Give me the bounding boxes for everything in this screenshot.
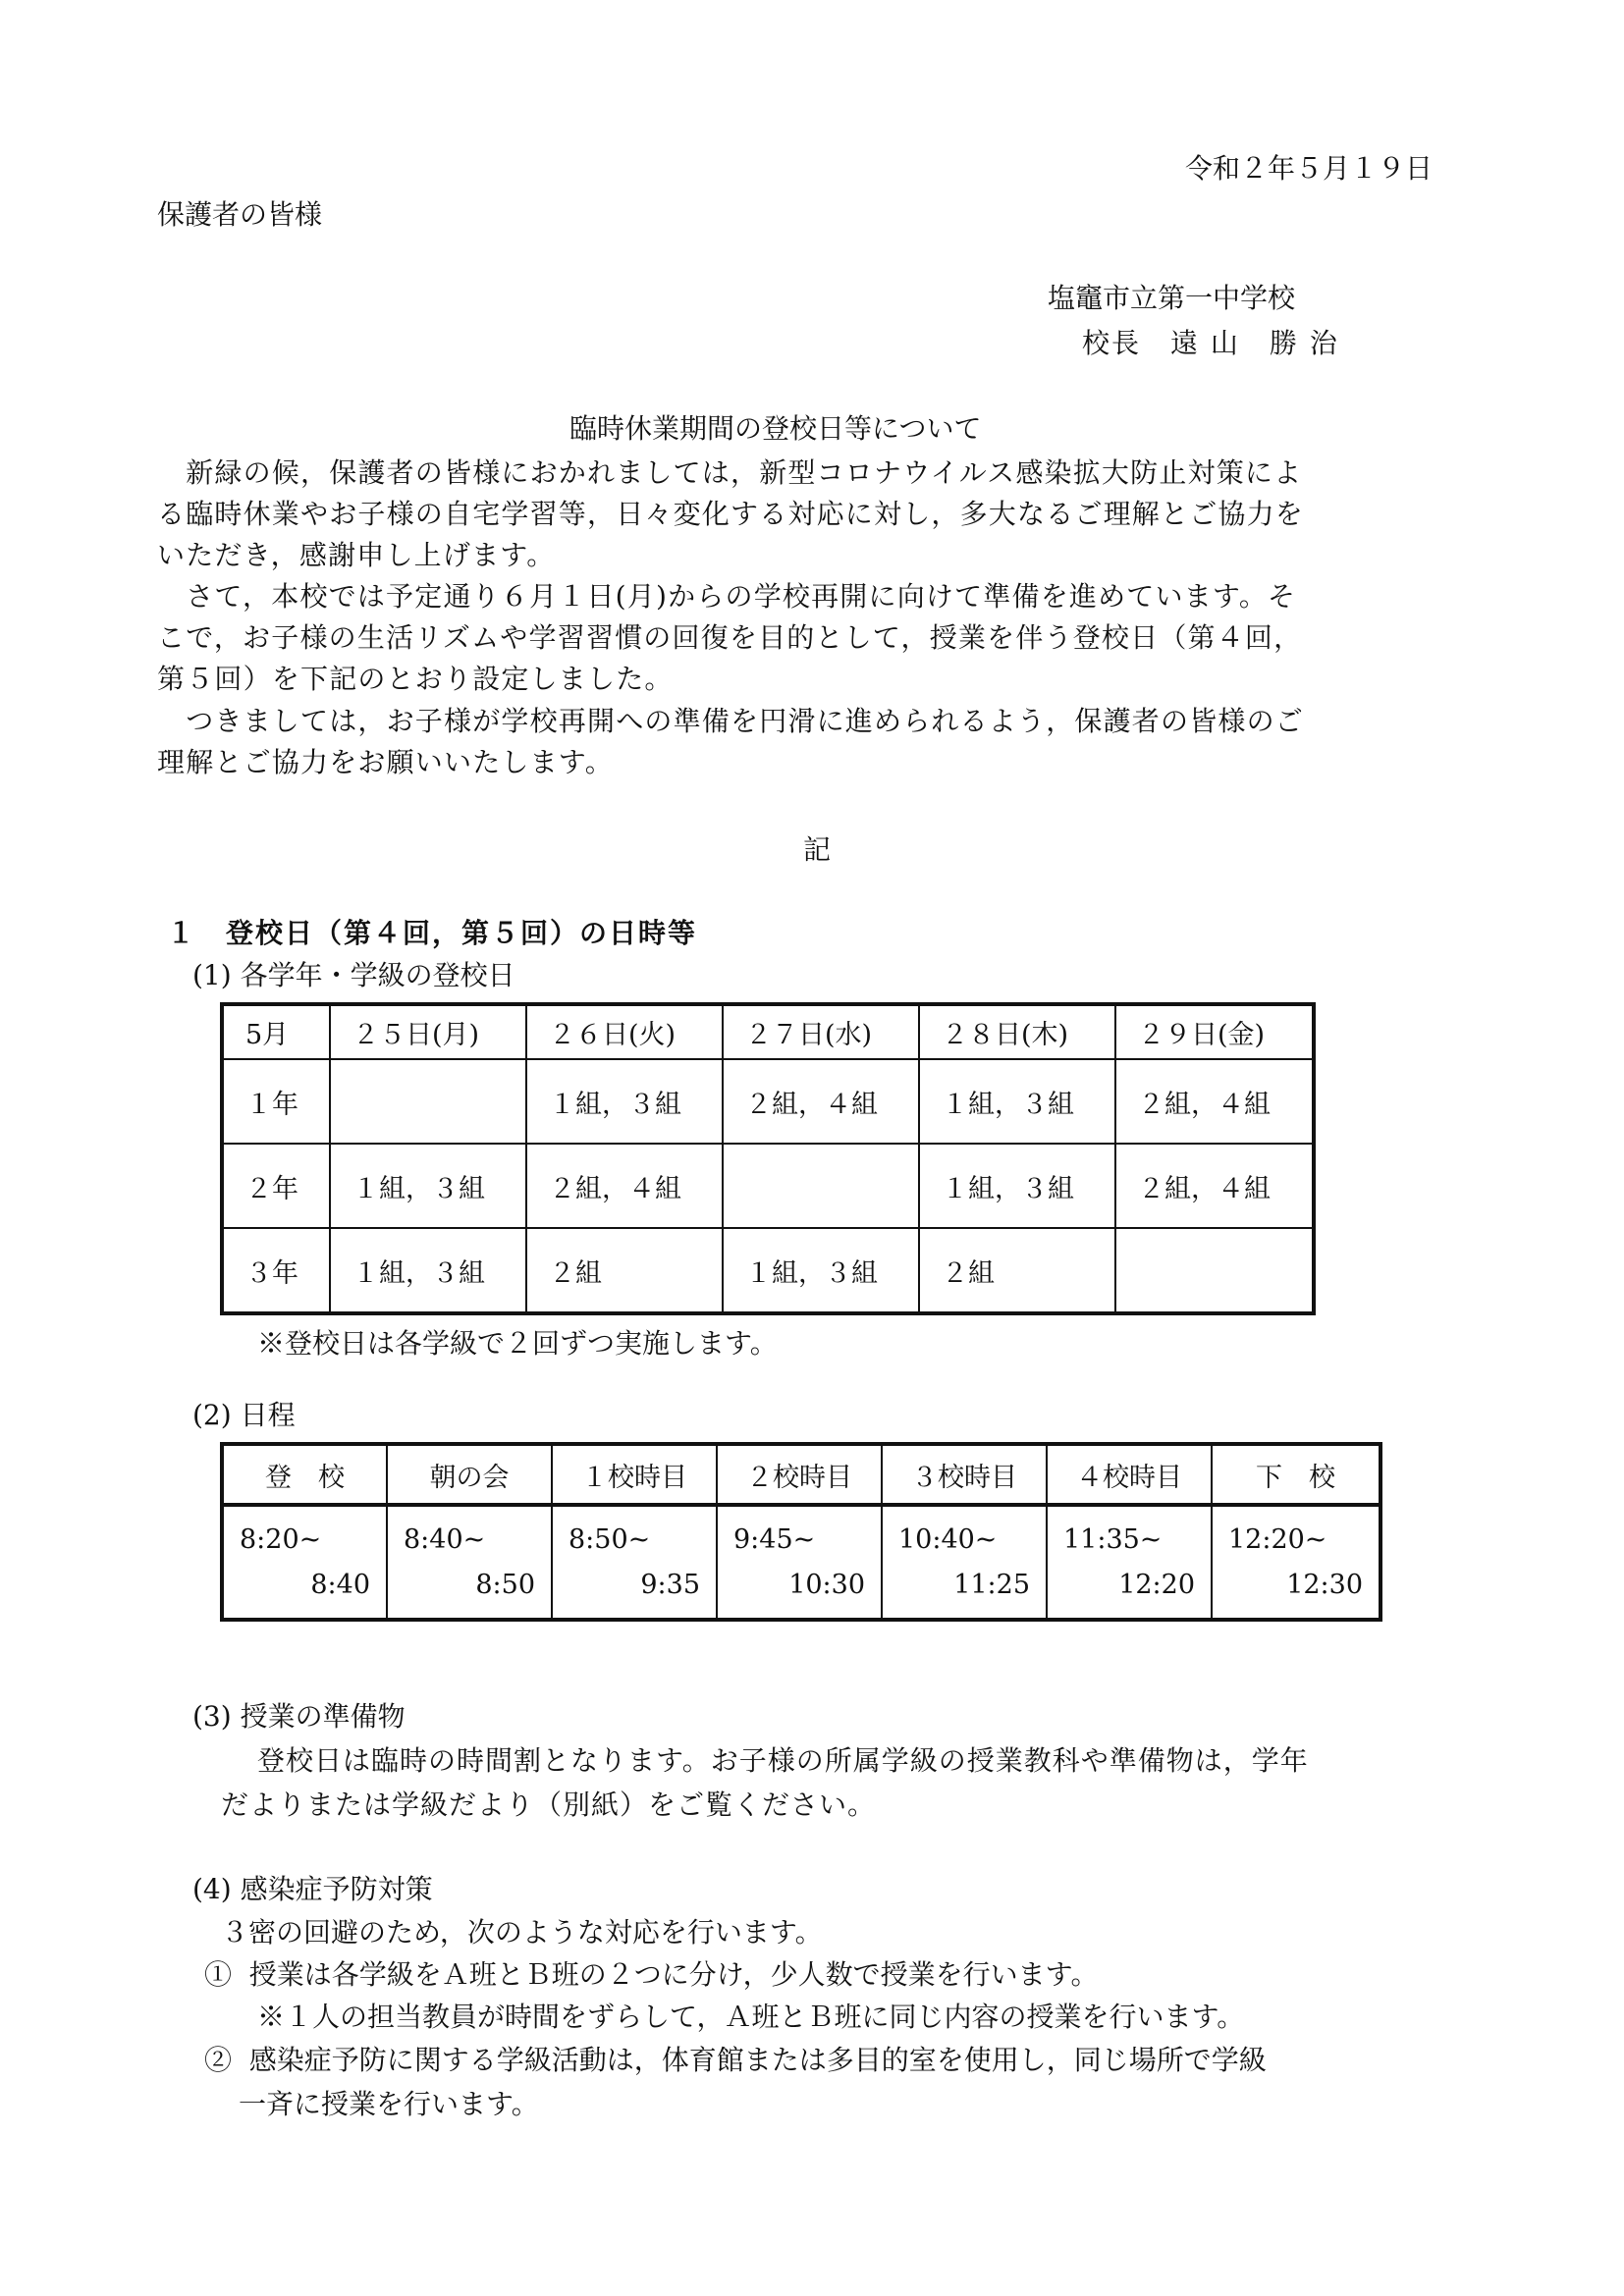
time-cell: [387, 1505, 552, 1620]
attendance-note: ※登校日は各学級で２回ずつ実施します。: [257, 1327, 778, 1360]
table-cell: １組，３組: [919, 1059, 1115, 1144]
time-cell: [552, 1505, 717, 1620]
grade-cell: １年: [222, 1059, 330, 1144]
body-line: さて，本校では予定通り６月１日(月)からの学校再開に向けて準備を進めています。そ: [157, 580, 1297, 613]
document-date: 令和２年５月１９日: [1185, 152, 1434, 185]
header-cell-period-2: ２校時目: [717, 1444, 882, 1505]
time-end: 9:35: [640, 1569, 700, 1600]
table-header-row: [222, 1004, 1314, 1059]
time-start: 9:45~: [733, 1523, 816, 1555]
table-row: [222, 1144, 1314, 1228]
sub-4-intro: ３密の回避のため，次のような対応を行います。: [221, 1916, 823, 1949]
time-end: 11:25: [953, 1569, 1030, 1600]
time-end: 12:20: [1118, 1569, 1195, 1600]
time-end: 8:50: [475, 1569, 535, 1600]
grade-cell: ２年: [222, 1144, 330, 1228]
table-cell: １組，３組: [330, 1144, 526, 1228]
header-cell-morning-meeting: 朝の会: [387, 1444, 552, 1505]
section-1-heading: １ 登校日（第４回，第５回）の日時等: [167, 917, 698, 949]
table-row: [222, 1059, 1314, 1144]
sub-1-heading: (1) 各学年・学級の登校日: [192, 959, 515, 991]
table-cell: １組，３組: [919, 1144, 1115, 1228]
table-cell: １組，３組: [723, 1228, 919, 1313]
sub-2-heading: (2) 日程: [192, 1399, 296, 1431]
table-cell: １組，３組: [526, 1059, 723, 1144]
time-start: 11:35~: [1063, 1523, 1163, 1555]
header-cell-day: ２５日(月): [330, 1004, 526, 1059]
header-cell-day: ２７日(水): [723, 1004, 919, 1059]
header-cell-arrival: 登 校: [222, 1444, 387, 1505]
schedule-table: [220, 1442, 1382, 1622]
time-end: 10:30: [788, 1569, 865, 1600]
table-cell: ２組，４組: [526, 1144, 723, 1228]
time-cell: [222, 1505, 387, 1620]
body-line: こで，お子様の生活リズムや学習習慣の回復を目的として，授業を伴う登校日（第４回，: [157, 621, 1303, 654]
table-row: [222, 1228, 1314, 1313]
document-title: 臨時休業期間の登校日等について: [569, 412, 982, 445]
table-cell: [723, 1144, 919, 1228]
header-cell-month: 5月: [222, 1004, 330, 1059]
school-name: 塩竈市立第一中学校: [1048, 282, 1296, 314]
body-line: いただき，感謝申し上げます。: [157, 539, 556, 571]
table-header-row: [222, 1444, 1380, 1505]
table-row: [222, 1505, 1380, 1620]
body-line: る臨時休業やお子様の自宅学習等，日々変化する対応に対し，多大なるご理解とご協力を: [157, 498, 1305, 530]
table-cell: １組，３組: [330, 1228, 526, 1313]
header-cell-day: ２９日(金): [1115, 1004, 1314, 1059]
time-cell: [717, 1505, 882, 1620]
sub-3-line: だよりまたは学級だより（別紙）をご覧ください。: [221, 1789, 877, 1821]
body-line: 第５回）を下記のとおり設定しました。: [157, 663, 674, 695]
time-end: 12:30: [1286, 1569, 1363, 1600]
principal-name: 校長 遠 山 勝 治: [1082, 327, 1339, 359]
grade-cell: ３年: [222, 1228, 330, 1313]
sub-4-item-2-cont: 一斉に授業を行います。: [239, 2088, 539, 2120]
sub-4-heading: (4) 感染症予防対策: [192, 1873, 433, 1905]
header-cell-dismissal: 下 校: [1212, 1444, 1380, 1505]
sub-3-line: 登校日は臨時の時間割となります。お子様の所属学級の授業教科や準備物は，学年: [257, 1744, 1309, 1777]
time-cell: [882, 1505, 1047, 1620]
table-cell: [330, 1059, 526, 1144]
table-cell: ２組，４組: [1115, 1059, 1314, 1144]
sub-4-item-2: ② 感染症予防に関する学級活動は，体育館または多目的室を使用し，同じ場所で学級: [204, 2044, 1267, 2076]
header-cell-period-1: １校時目: [552, 1444, 717, 1505]
header-cell-period-3: ３校時目: [882, 1444, 1047, 1505]
time-start: 8:40~: [404, 1523, 486, 1555]
time-start: 8:20~: [240, 1523, 322, 1555]
time-end: 8:40: [310, 1569, 370, 1600]
class-attendance-table: [220, 1002, 1316, 1315]
table-cell: ２組: [919, 1228, 1115, 1313]
header-cell-period-4: ４校時目: [1047, 1444, 1212, 1505]
time-start: 10:40~: [898, 1523, 998, 1555]
sub-4-item-1: ① 授業は各学級をＡ班とＢ班の２つに分け，少人数で授業を行います。: [204, 1958, 1099, 1991]
time-start: 8:50~: [568, 1523, 651, 1555]
sub-4-item-1-note: ※１人の担当教員が時間をずらして，Ａ班とＢ班に同じ内容の授業を行います。: [257, 2001, 1245, 2033]
table-cell: [1115, 1228, 1314, 1313]
table-cell: ２組，４組: [1115, 1144, 1314, 1228]
body-line: 理解とご協力をお願いいたします。: [157, 746, 614, 778]
table-cell: ２組: [526, 1228, 723, 1313]
body-line: つきましては，お子様が学校再開への準備を円滑に進められるよう，保護者の皆様のご: [157, 705, 1305, 737]
table-cell: ２組，４組: [723, 1059, 919, 1144]
time-cell: [1047, 1505, 1212, 1620]
time-start: 12:20~: [1228, 1523, 1327, 1555]
header-cell-day: ２８日(木): [919, 1004, 1115, 1059]
recipient: 保護者の皆様: [157, 198, 323, 231]
header-cell-day: ２６日(火): [526, 1004, 723, 1059]
body-line: 新緑の候，保護者の皆様におかれましては，新型コロナウイルス感染拡大防止対策によ: [157, 456, 1303, 489]
time-cell: [1212, 1505, 1380, 1620]
ki-marker: 記: [803, 833, 832, 866]
sub-3-heading: (3) 授業の準備物: [192, 1700, 406, 1733]
